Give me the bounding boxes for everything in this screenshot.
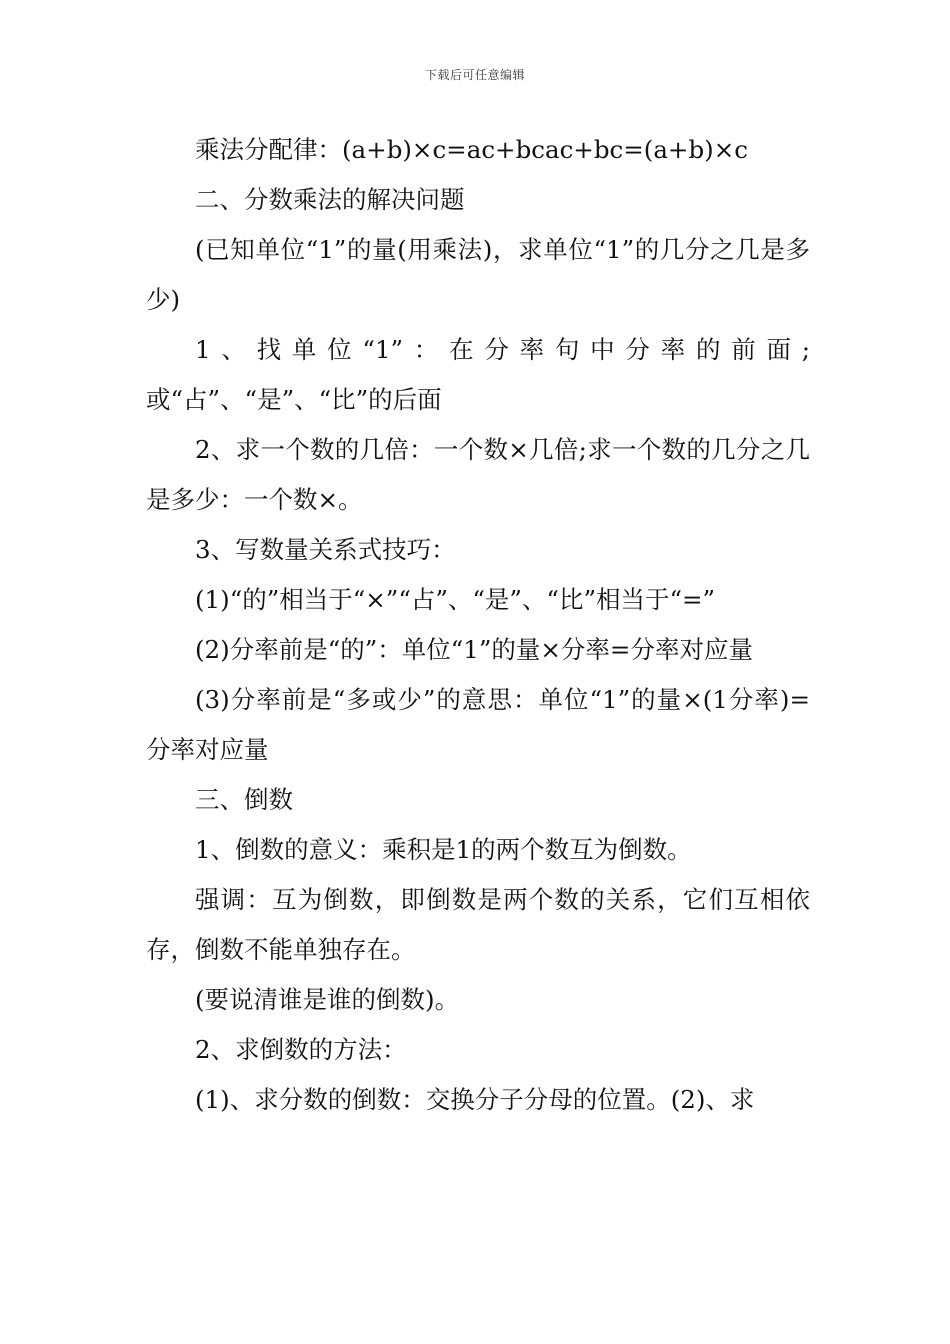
section-heading: 三、倒数 [195, 785, 293, 814]
section-heading: 二、分数乘法的解决问题 [195, 185, 465, 214]
paragraph: (1)“的”相当于“×”“占”、“是”、“比”相当于“=” [195, 585, 716, 614]
paragraph: (要说清谁是谁的倒数)。 [195, 985, 460, 1014]
paragraph: (2)分率前是“的”：单位“1”的量×分率=分率对应量 [195, 635, 753, 664]
paragraph: (1)、求分数的倒数：交换分子分母的位置。(2)、求 [195, 1085, 755, 1114]
paragraph: 1、倒数的意义：乘积是1的两个数互为倒数。 [195, 835, 692, 864]
paragraph: 2、求一个数的几倍：一个数×几倍;求一个数的几分之几是多少：一个数×。 [146, 435, 810, 514]
paragraph: 1、找单位“1”：在分率句中分率的前面;或“占”、“是”、“比”的后面 [146, 335, 810, 414]
paragraph: (3)分率前是“多或少”的意思：单位“1”的量×(1分率)=分率对应量 [146, 685, 810, 764]
document-body [146, 125, 810, 1125]
paragraph: (已知单位“1”的量(用乘法)，求单位“1”的几分之几是多少) [146, 235, 810, 314]
paragraph: 乘法分配律：(a+b)×c=ac+bcac+bc=(a+b)×c [195, 135, 748, 164]
page-header-note: 下载后可任意编辑 [424, 68, 525, 82]
paragraph: 强调：互为倒数，即倒数是两个数的关系，它们互相依存，倒数不能单独存在。 [146, 885, 810, 964]
paragraph: 3、写数量关系式技巧： [195, 535, 456, 564]
paragraph: 2、求倒数的方法： [195, 1035, 407, 1064]
